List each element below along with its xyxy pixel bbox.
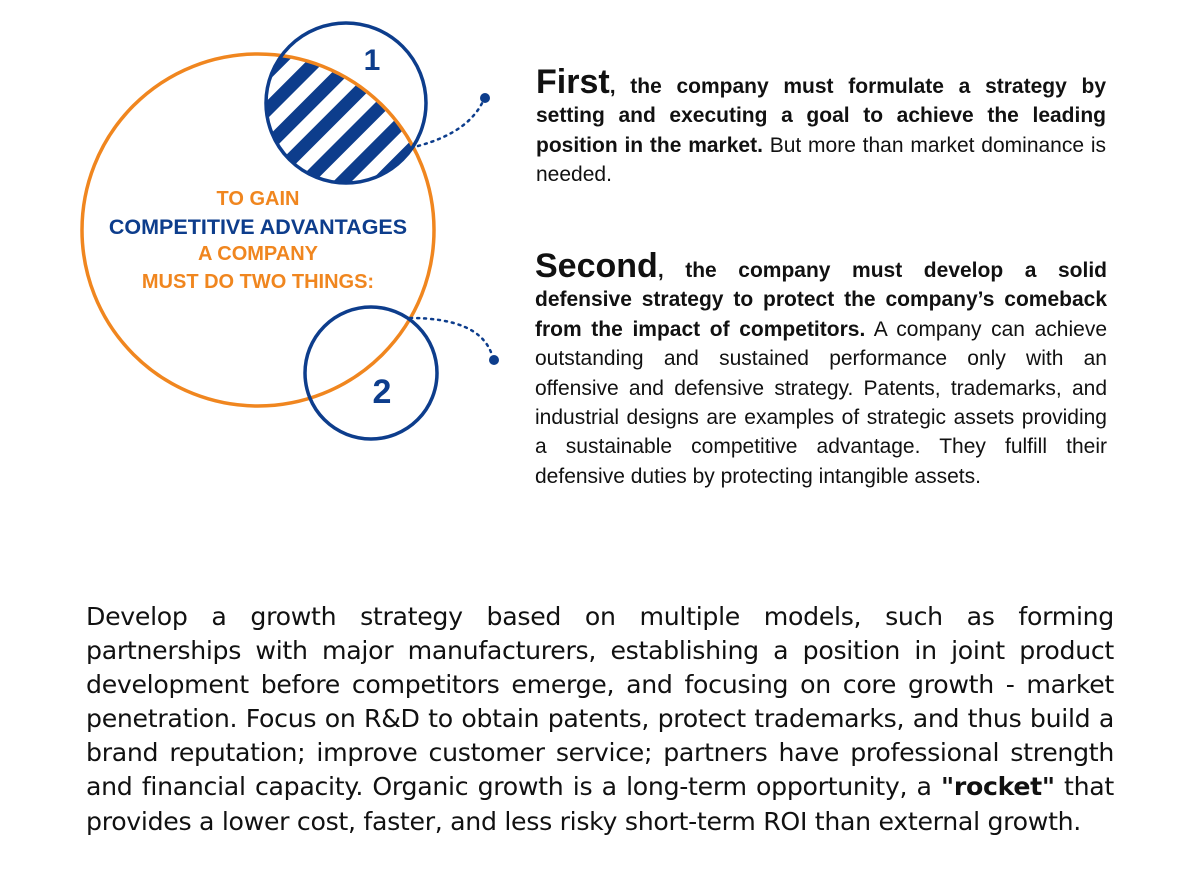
bottom-text-after: that provides a lower cost, faster, and less risky short-term ROI than external growth.	[86, 772, 1114, 836]
center-line-4: MUST DO TWO THINGS:	[141, 270, 375, 293]
badge-number-1: 1	[363, 44, 381, 77]
first-paragraph	[536, 63, 1107, 190]
connector-1	[418, 99, 484, 146]
connector-1-dot	[480, 93, 490, 103]
connector-2-dot	[489, 355, 499, 365]
badge-number-2: 2	[372, 373, 392, 411]
center-heading	[80, 186, 436, 296]
first-lead: First	[536, 63, 610, 101]
second-normal-text: A company can achieve outstanding and sustained performance only with an offensive and defensive strategy. Patents, trademarks, and industrial designs are examples of strategic assets providing a sustainable competitive advantage. They fulfill their defensive duties by protecting intangible assets.	[535, 317, 1108, 488]
bottom-text-before: Develop a growth strategy based on multiple models, such as forming partnerships with major manufacturers, establishing a position in joint product development before competitors emerge, and focusing on core growth - market penetration. Focus on R&D to obtain patents, protect trademarks, and thus build a brand reputation; improve customer service; partners have professional strength and financial capacity. Organic growth is a long-term opportunity, a	[86, 602, 1114, 802]
center-line-1: TO GAIN	[216, 188, 300, 210]
second-bold-text: , the company must develop a solid defensive strategy to protect the company’s comeback from the impact of competitors.	[535, 259, 1107, 341]
center-line-2: COMPETITIVE ADVANTAGES	[108, 214, 408, 239]
first-normal-text: But more than market dominance is needed.	[536, 133, 1107, 187]
bottom-bold-text: "rocket"	[941, 772, 1055, 802]
center-line-3: A COMPANY	[198, 243, 318, 265]
circle-2	[305, 307, 437, 439]
first-bold-text: , the company must formulate a strategy by setting and executing a goal to achieve the leading position in the market.	[536, 75, 1106, 157]
bottom-paragraph	[86, 600, 1114, 839]
connector-2	[410, 318, 492, 355]
second-lead: Second	[535, 247, 658, 285]
second-paragraph	[535, 247, 1108, 491]
